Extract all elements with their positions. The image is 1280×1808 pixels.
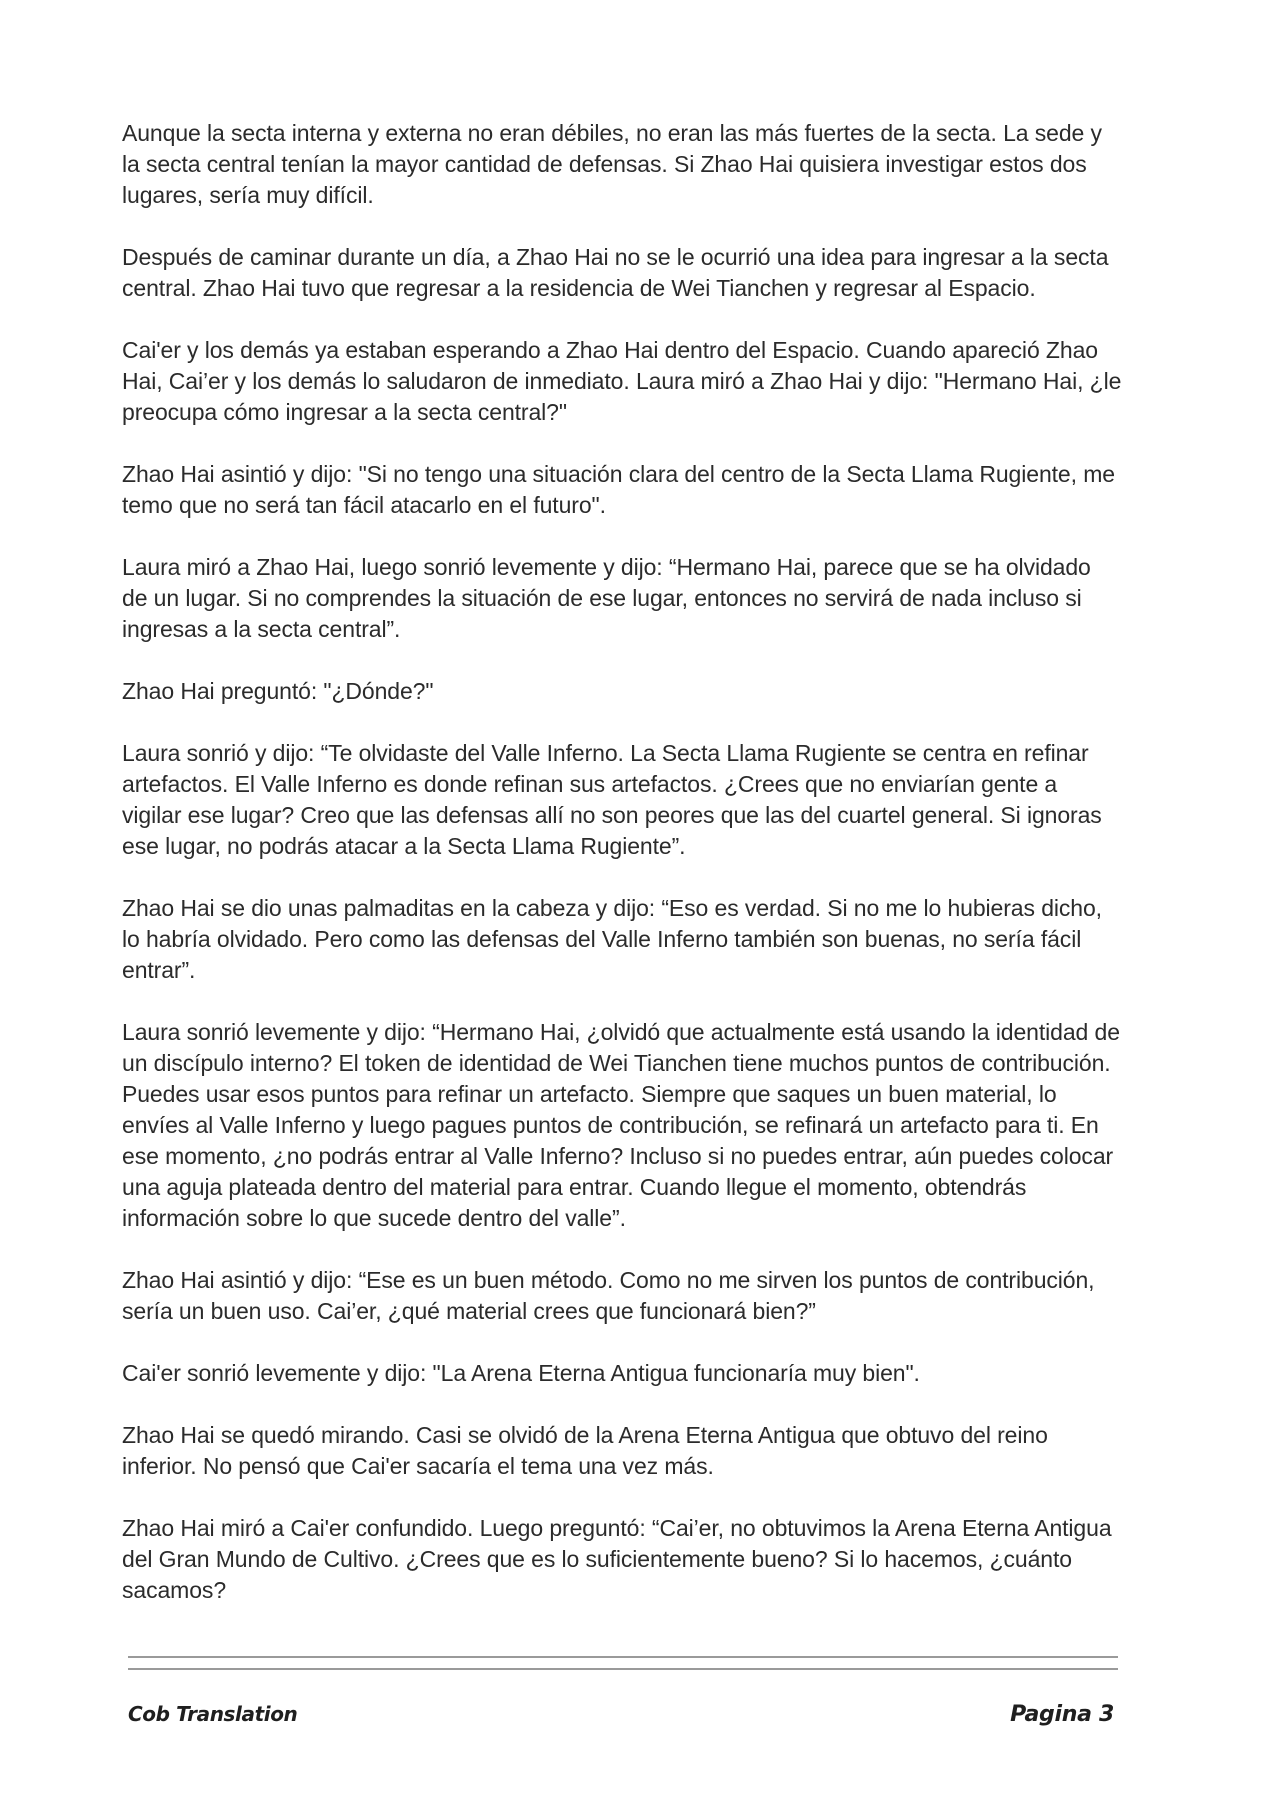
paragraph: Zhao Hai preguntó: "¿Dónde?"	[122, 678, 434, 704]
paragraph: Zhao Hai se quedó mirando. Casi se olvidó de la Arena Eterna Antigua que obtuvo del reino inferior. No pensó que Cai'er sacaría el tema una vez más.	[122, 1422, 1048, 1479]
document-body	[122, 118, 1122, 1637]
paragraph: Zhao Hai miró a Cai'er confundido. Luego preguntó: “Cai’er, no obtuvimos la Arena Eterna Antigua del Gran Mundo de Cultivo. ¿Crees que es lo suficientemente bueno? Si lo hacemos, ¿cuánto sacamos?	[122, 1515, 1112, 1603]
footer-credit: Cob Translation	[128, 1702, 298, 1726]
paragraph: Después de caminar durante un día, a Zhao Hai no se le ocurrió una idea para ingresar a la secta central. Zhao Hai tuvo que regresar a la residencia de Wei Tianchen y regresar al Espacio.	[122, 244, 1109, 301]
paragraph: Laura sonrió y dijo: “Te olvidaste del Valle Inferno. La Secta Llama Rugiente se centra en refinar artefactos. El Valle Inferno es donde refinan sus artefactos. ¿Crees que no enviarían gente a vigilar ese lugar? Creo que las defensas allí no son peores que las del cuartel general. Si ignoras ese lugar, no podrás atacar a la Secta Llama Rugiente”.	[122, 740, 1102, 859]
footer-divider-bottom	[128, 1668, 1118, 1670]
paragraph: Aunque la secta interna y externa no eran débiles, no eran las más fuertes de la secta. La sede y la secta central tenían la mayor cantidad de defensas. Si Zhao Hai quisiera investigar estos dos lugares, sería muy difícil.	[122, 120, 1102, 208]
footer-divider-top	[128, 1656, 1118, 1658]
paragraph: Zhao Hai se dio unas palmaditas en la cabeza y dijo: “Eso es verdad. Si no me lo hubieras dicho, lo habría olvidado. Pero como las defensas del Valle Inferno también son buenas, no sería fácil entrar”.	[122, 895, 1102, 983]
paragraph: Laura miró a Zhao Hai, luego sonrió levemente y dijo: “Hermano Hai, parece que se ha olvidado de un lugar. Si no comprendes la situación de ese lugar, entonces no servirá de nada incluso si ingresas a la secta central”.	[122, 554, 1091, 642]
paragraph: Laura sonrió levemente y dijo: “Hermano Hai, ¿olvidó que actualmente está usando la identidad de un discípulo interno? El token de identidad de Wei Tianchen tiene muchos puntos de contribución. Puedes usar esos puntos para refinar un artefacto. Siempre que saques un buen material, lo envíes al Valle Inferno y luego pagues puntos de contribución, se refinará un artefacto para ti. En ese momento, ¿no podrás entrar al Valle Inferno? Incluso si no puedes entrar, aún puedes colocar una aguja plateada dentro del material para entrar. Cuando llegue el momento, obtendrás información sobre lo que sucede dentro del valle”.	[122, 1019, 1120, 1231]
paragraph: Zhao Hai asintió y dijo: "Si no tengo una situación clara del centro de la Secta Llama Rugiente, me temo que no será tan fácil atacarlo en el futuro".	[122, 461, 1115, 518]
paragraph: Zhao Hai asintió y dijo: “Ese es un buen método. Como no me sirven los puntos de contribución, sería un buen uso. Cai’er, ¿qué material crees que funcionará bien?”	[122, 1267, 1095, 1324]
paragraph: Cai'er sonrió levemente y dijo: "La Arena Eterna Antigua funcionaría muy bien".	[122, 1360, 920, 1386]
paragraph: Cai'er y los demás ya estaban esperando a Zhao Hai dentro del Espacio. Cuando apareció Zhao Hai, Cai’er y los demás lo saludaron de inmediato. Laura miró a Zhao Hai y dijo: "Hermano Hai, ¿le preocupa cómo ingresar a la secta central?"	[122, 337, 1122, 425]
page-number: Pagina 3	[1010, 1702, 1114, 1727]
